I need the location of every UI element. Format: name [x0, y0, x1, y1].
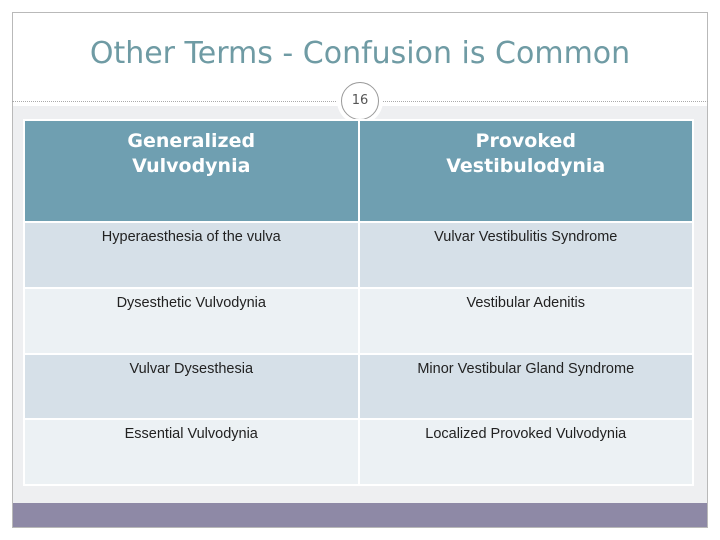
header-generalized-vulvodynia	[24, 120, 359, 222]
table-row	[24, 222, 693, 288]
table-row	[24, 288, 693, 354]
table-row	[24, 354, 693, 420]
table-cell: Hyperaesthesia of the vulva	[24, 222, 359, 288]
terms-table	[23, 119, 694, 486]
table-cell: Vestibular Adenitis	[359, 288, 694, 354]
slide-title: Other Terms - Confusion is Common	[89, 36, 631, 71]
header-provoked-vestibulodynia	[359, 120, 694, 222]
table-cell: Localized Provoked Vulvodynia	[359, 419, 694, 485]
header-line: Provoked	[475, 130, 576, 152]
table-cell: Dysesthetic Vulvodynia	[24, 288, 359, 354]
table-cell: Vulvar Vestibulitis Syndrome	[359, 222, 694, 288]
footer-bar	[13, 503, 707, 527]
header-line: Generalized	[127, 130, 256, 152]
table-cell: Minor Vestibular Gland Syndrome	[359, 354, 694, 420]
page-number: 16	[341, 82, 379, 120]
table-cell: Vulvar Dysesthesia	[24, 354, 359, 420]
table-row	[24, 419, 693, 485]
header-line: Vulvodynia	[132, 155, 251, 177]
header-line: Vestibulodynia	[446, 155, 606, 177]
table-cell: Essential Vulvodynia	[24, 419, 359, 485]
table-header-row	[24, 120, 693, 222]
